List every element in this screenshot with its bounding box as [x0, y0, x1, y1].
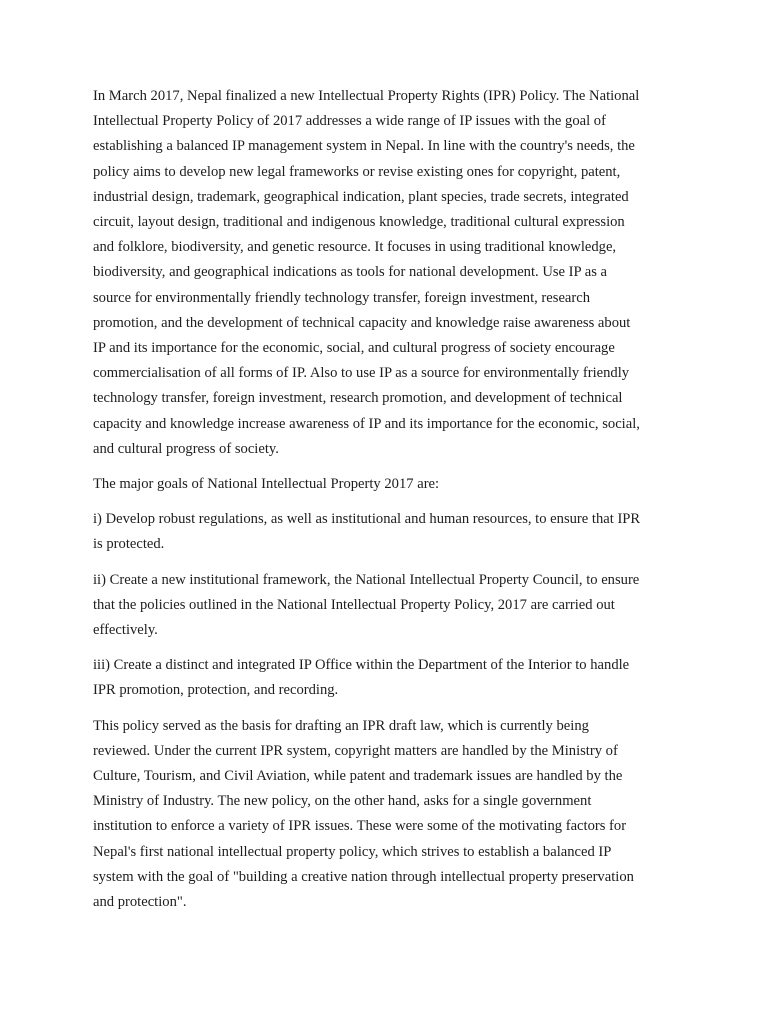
document-page — [93, 84, 679, 925]
text-line: iii) Create a distinct and integrated IP Office within the Department of the Interior to handle — [93, 657, 630, 674]
text-line: promotion, and the development of technical capacity and knowledge raise awareness about — [93, 314, 631, 331]
text-line: institution to enforce a variety of IPR issues. These were some of the motivating factors for — [93, 818, 627, 835]
text-line: Culture, Tourism, and Civil Aviation, while patent and trademark issues are handled by the — [93, 768, 623, 785]
paragraph-goal-2 — [93, 568, 679, 644]
paragraph-goal-1 — [93, 507, 679, 557]
text-line: i) Develop robust regulations, as well as institutional and human resources, to ensure that IPR — [93, 511, 641, 528]
text-line: technology transfer, foreign investment, research promotion, and development of technical — [93, 390, 623, 407]
text-line: circuit, layout design, traditional and indigenous knowledge, traditional cultural expression — [93, 214, 625, 231]
text-line: Nepal's first national intellectual property policy, which strives to establish a balanced IP — [93, 843, 612, 860]
text-line: reviewed. Under the current IPR system, copyright matters are handled by the Ministry of — [93, 742, 618, 759]
text-line: effectively. — [93, 622, 158, 639]
text-line: and folklore, biodiversity, and genetic resource. It focuses in using traditional knowledge, — [93, 239, 617, 256]
paragraph-goals-heading — [93, 472, 679, 497]
text-line: biodiversity, and geographical indications as tools for national development. Use IP as a — [93, 264, 608, 281]
text-line: is protected. — [93, 536, 165, 553]
text-line: and protection". — [93, 894, 187, 911]
paragraph-conclusion — [93, 714, 679, 916]
text-line: This policy served as the basis for drafting an IPR draft law, which is currently being — [93, 717, 589, 734]
text-line: Intellectual Property Policy of 2017 addresses a wide range of IP issues with the goal of — [93, 113, 606, 130]
text-line: system with the goal of "building a creative nation through intellectual property preservation — [93, 868, 634, 885]
text-line: The major goals of National Intellectual Property 2017 are: — [93, 476, 440, 493]
text-line: In March 2017, Nepal finalized a new Intellectual Property Rights (IPR) Policy. The National — [93, 88, 640, 104]
text-line: commercialisation of all forms of IP. Also to use IP as a source for environmentally friendly — [93, 365, 630, 382]
paragraph-intro — [93, 84, 679, 462]
text-line: source for environmentally friendly technology transfer, foreign investment, research — [93, 289, 591, 306]
text-line: industrial design, trademark, geographical indication, plant species, trade secrets, integrated — [93, 188, 629, 205]
text-line: capacity and knowledge increase awareness of IP and its importance for the economic, social, — [93, 415, 640, 432]
text-line: establishing a balanced IP management system in Nepal. In line with the country's needs, the — [93, 138, 635, 155]
text-line: IPR promotion, protection, and recording. — [93, 682, 339, 699]
text-line: IP and its importance for the economic, social, and cultural progress of society encourage — [93, 340, 615, 357]
text-line: Ministry of Industry. The new policy, on the other hand, asks for a single government — [93, 793, 592, 810]
text-line: and cultural progress of society. — [93, 440, 279, 457]
paragraph-goal-3 — [93, 653, 679, 703]
text-line: ii) Create a new institutional framework, the National Intellectual Property Council, to ensure — [93, 571, 640, 588]
text-line: that the policies outlined in the National Intellectual Property Policy, 2017 are carried out — [93, 596, 615, 613]
text-line: policy aims to develop new legal frameworks or revise existing ones for copyright, patent, — [93, 163, 621, 180]
